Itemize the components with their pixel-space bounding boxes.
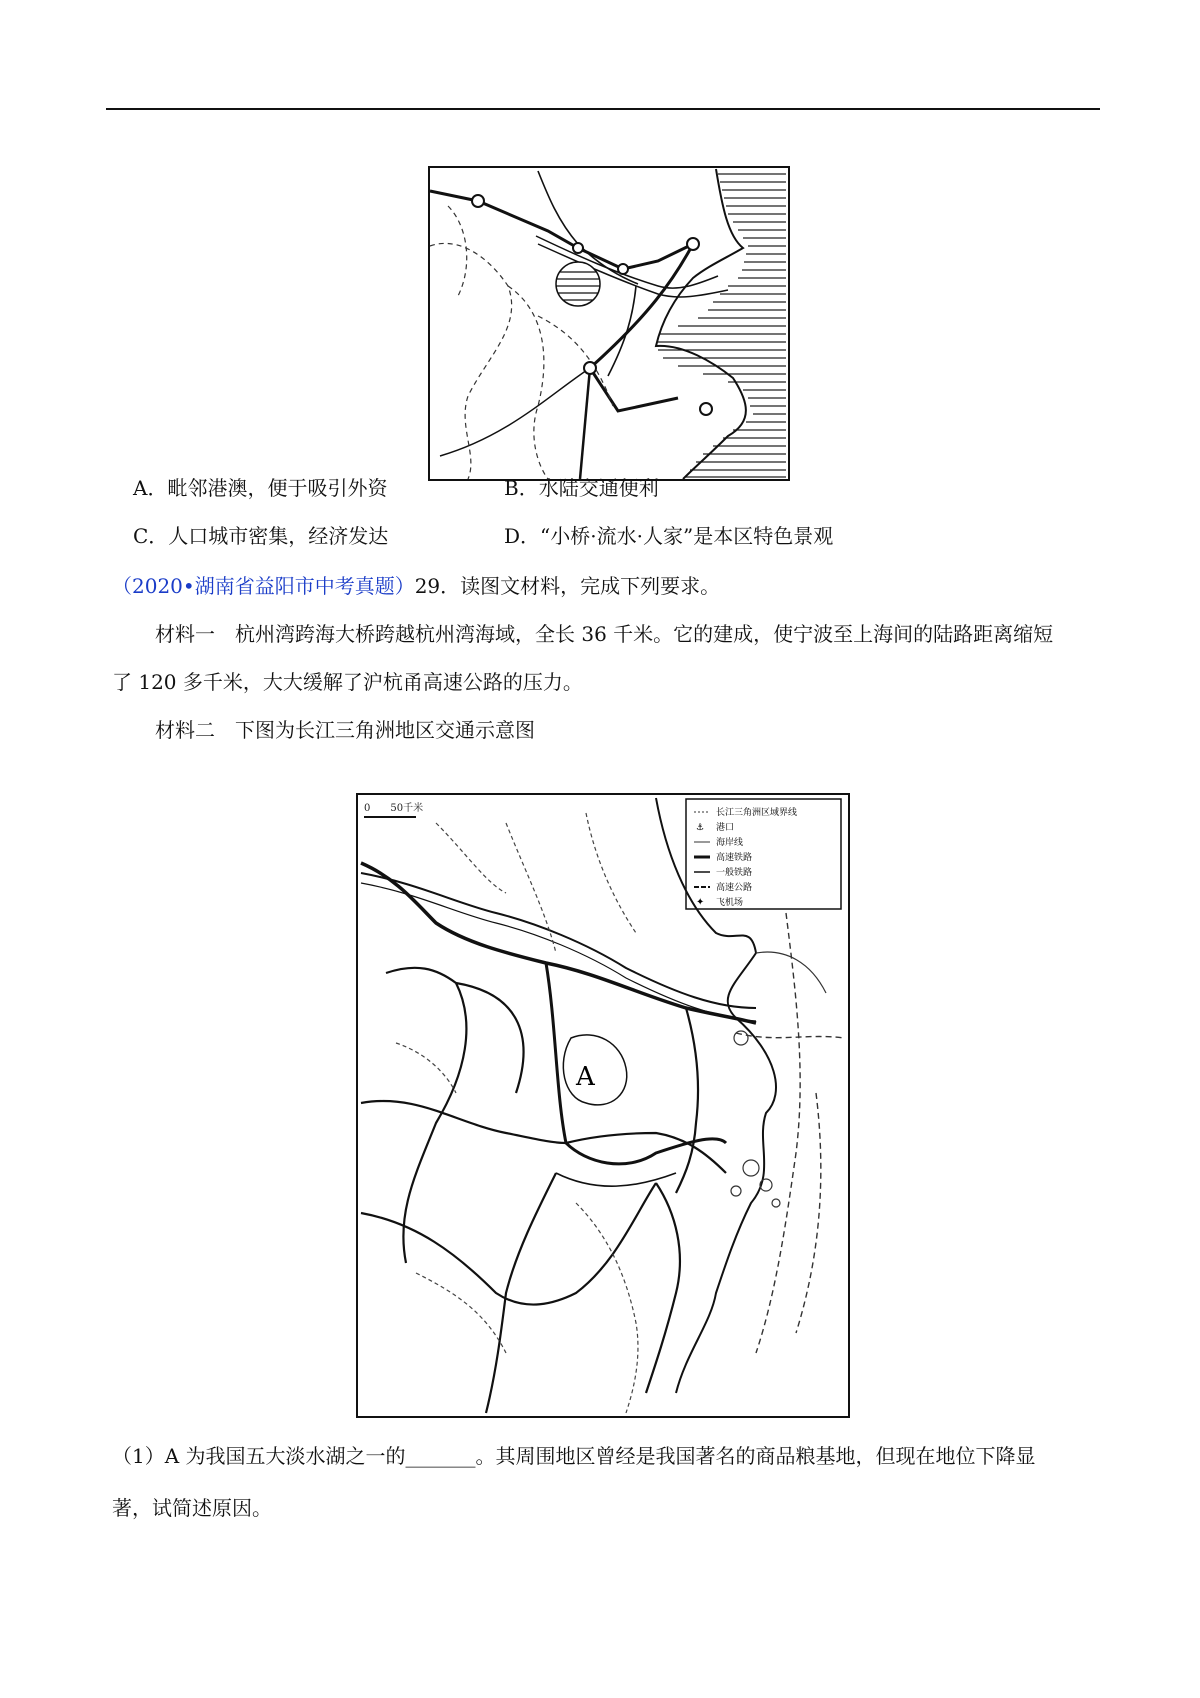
legend-boundary: 长江三角洲区域界线 <box>716 808 798 818</box>
lake-a-label: A <box>576 1062 595 1092</box>
legend-high-speed-rail: 高速铁路 <box>716 853 753 863</box>
svg-text:✦: ✦ <box>696 897 705 908</box>
material-one-line-2: 了 120 多千米，大大缓解了沪杭甬高速公路的压力。 <box>112 670 583 694</box>
question-number: 29．读图文材料，完成下列要求。 <box>414 574 721 598</box>
regional-map-figure <box>428 166 790 481</box>
legend-expressway: 高速公路 <box>716 883 753 893</box>
map-scale-label: 0 50千米 <box>364 803 424 814</box>
material-one-line-1: 材料一 杭州湾跨海大桥跨越杭州湾海域，全长 36 千米。它的建成，使宁波至上海间的陆路距离缩短 <box>155 622 1054 646</box>
legend-coastline: 海岸线 <box>716 838 744 848</box>
question-heading <box>112 572 720 600</box>
sub-question-1-line-1: （1）A 为我国五大淡水湖之一的_______。其周围地区曾经是我国著名的商品粮基地，但现在地位下降显 <box>112 1444 1036 1468</box>
option-c: C．人口城市密集，经济发达 <box>133 524 389 548</box>
legend-airport: 飞机场 <box>716 898 744 908</box>
sub-question-1-line-2: 著，试简述原因。 <box>112 1496 272 1520</box>
map-legend <box>686 799 841 909</box>
header-rule <box>106 108 1100 110</box>
svg-text:⚓: ⚓ <box>696 823 705 833</box>
legend-railway: 一般铁路 <box>716 868 753 878</box>
option-d: D．“小桥·流水·人家”是本区特色景观 <box>504 524 834 548</box>
material-two: 材料二 下图为长江三角洲地区交通示意图 <box>155 718 535 742</box>
option-b: B．水陆交通便利 <box>504 476 659 500</box>
legend-port: 港口 <box>716 823 735 833</box>
yangtze-delta-transport-map <box>356 793 850 1418</box>
option-a: A．毗邻港澳，便于吸引外资 <box>133 476 388 500</box>
question-source: （2020•湖南省益阳市中考真题） <box>112 574 415 598</box>
